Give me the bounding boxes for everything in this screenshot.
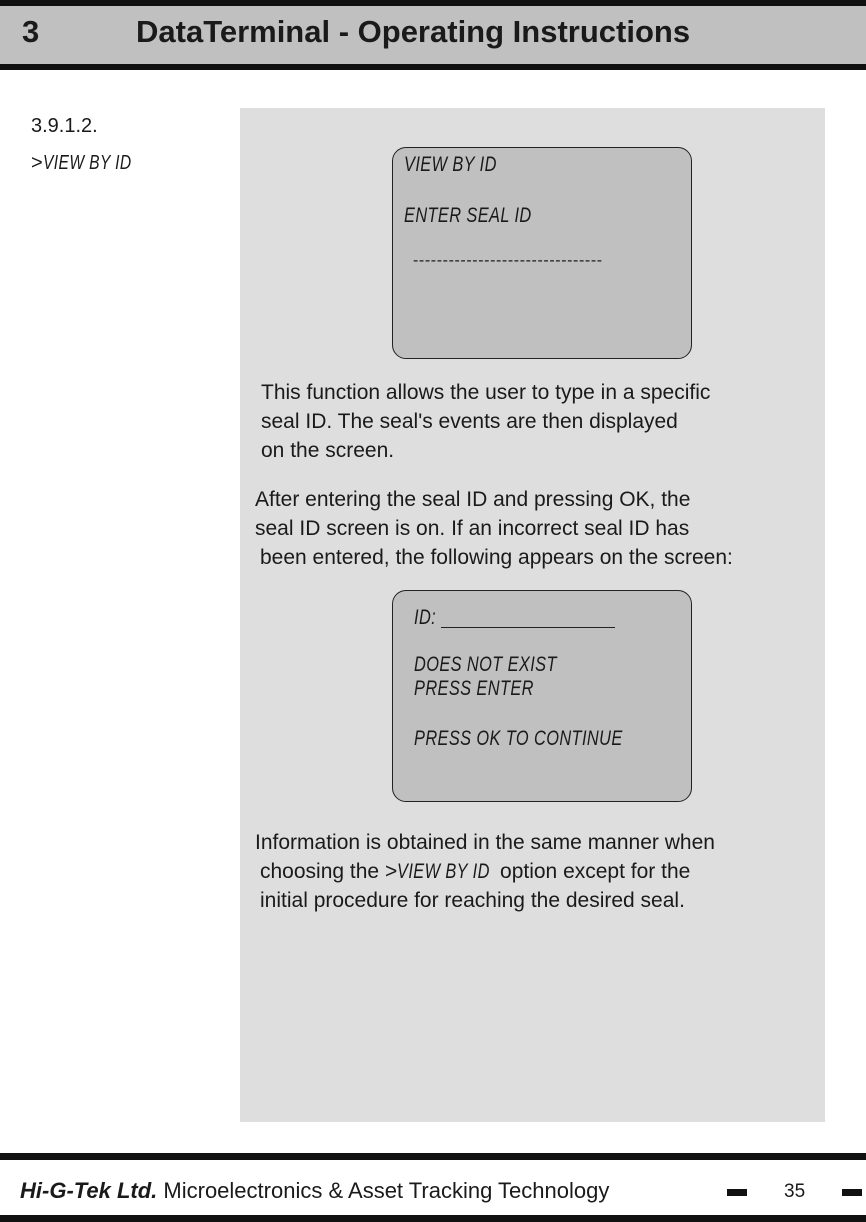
- lcd-line: ID:: [414, 606, 437, 629]
- text-line: initial procedure for reaching the desired seal.: [260, 889, 685, 912]
- footer-rule-bottom: [0, 1215, 866, 1222]
- paragraph-2: [255, 485, 733, 572]
- paragraph-3: [255, 828, 715, 915]
- lcd-id-underline: [441, 627, 615, 628]
- menu-prefix: >: [384, 860, 398, 883]
- footer-bullet: [727, 1189, 747, 1196]
- text-line: After entering the seal ID and pressing OK, the: [255, 488, 691, 511]
- text-line: on the screen.: [261, 439, 395, 462]
- text-line: seal ID screen is on. If an incorrect seal ID has: [255, 517, 690, 540]
- menu-prefix: >: [31, 152, 43, 174]
- footer-text: [20, 1178, 609, 1204]
- header-rule-bottom: [0, 64, 866, 70]
- lcd-line: DOES NOT EXIST: [414, 653, 557, 676]
- chapter-number: 3: [22, 14, 40, 49]
- section-menu-path: [31, 152, 156, 175]
- text-fragment: option except for the: [494, 860, 691, 883]
- menu-item: VIEW BY ID: [397, 860, 491, 883]
- company-tagline: Microelectronics & Asset Tracking Technology: [157, 1178, 610, 1203]
- text-line: This function allows the user to type in a specific: [261, 381, 711, 404]
- lcd-screen-error: [392, 590, 692, 802]
- lcd-screen-view-by-id: [392, 147, 692, 359]
- company-name: Hi-G-Tek Ltd.: [20, 1178, 158, 1203]
- page-number: 35: [784, 1181, 806, 1202]
- footer-bullet: [842, 1189, 862, 1196]
- text-line: been entered, the following appears on the screen:: [260, 546, 733, 569]
- lcd-input-placeholder: --------------------------------: [413, 252, 603, 269]
- lcd-line: ENTER SEAL ID: [404, 204, 532, 227]
- menu-item: VIEW BY ID: [42, 152, 132, 174]
- page-header: [0, 6, 866, 64]
- text-line: [255, 857, 715, 886]
- lcd-line: VIEW BY ID: [404, 153, 497, 176]
- footer-rule-top: [0, 1153, 866, 1160]
- chapter-title: DataTerminal - Operating Instructions: [136, 14, 691, 49]
- lcd-line: PRESS OK TO CONTINUE: [414, 727, 623, 750]
- lcd-line: PRESS ENTER: [414, 677, 534, 700]
- paragraph-1: [261, 378, 710, 465]
- text-line: Information is obtained in the same manner when: [255, 831, 715, 854]
- text-fragment: choosing the: [260, 860, 385, 883]
- text-line: seal ID. The seal's events are then displayed: [261, 410, 678, 433]
- section-number: 3.9.1.2.: [31, 115, 98, 137]
